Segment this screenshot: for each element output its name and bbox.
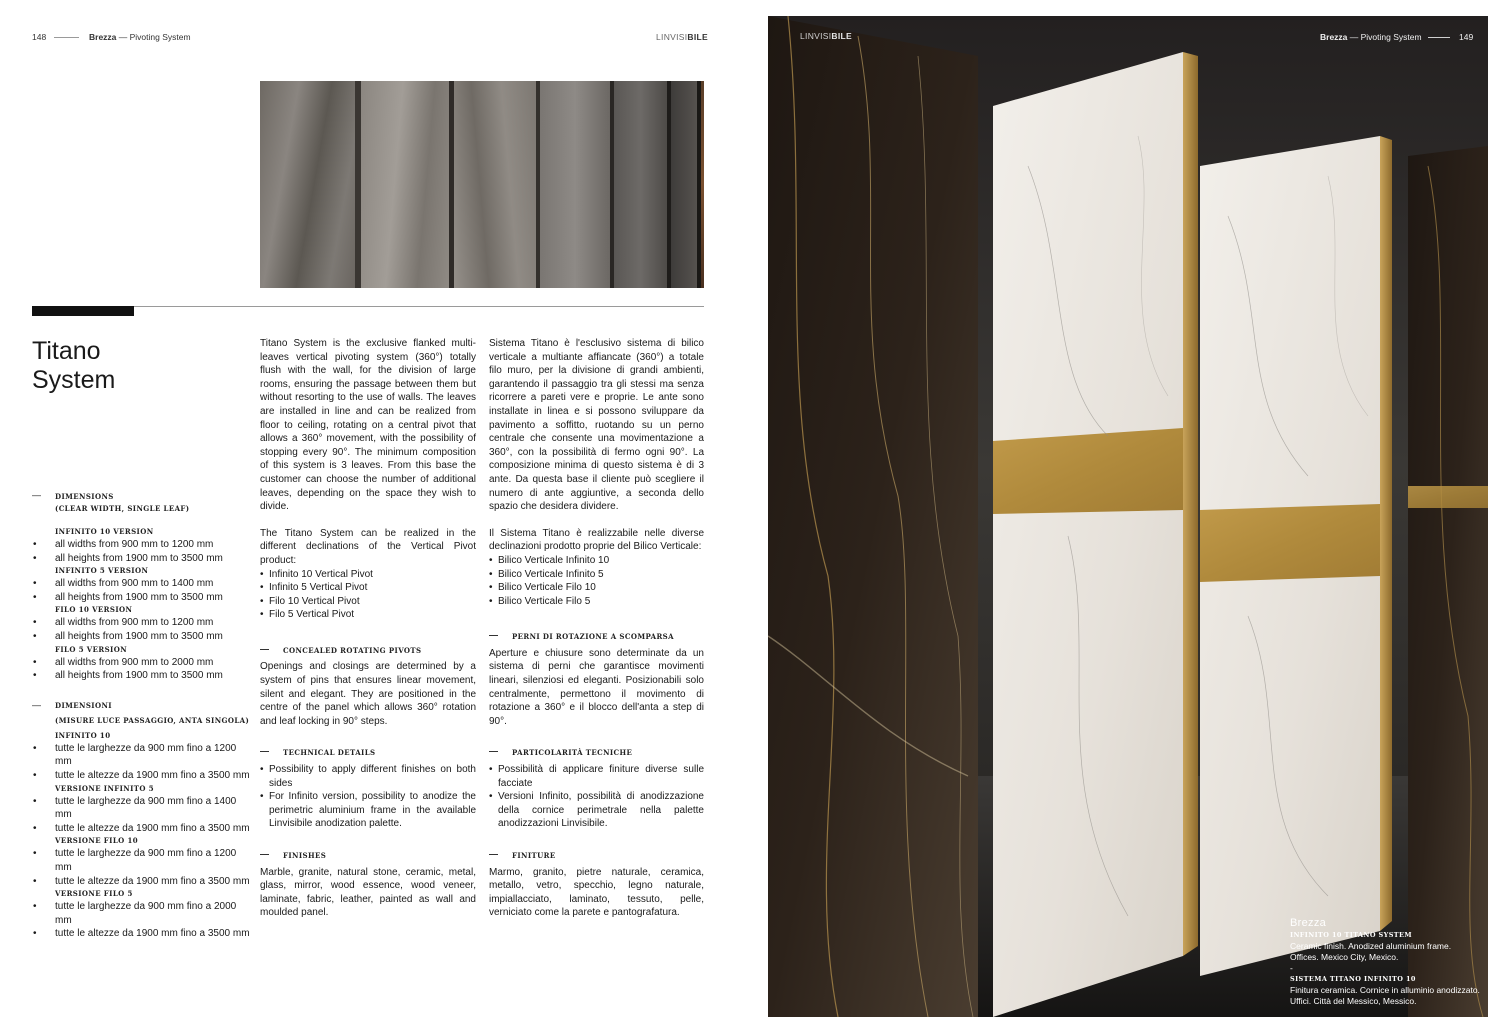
- declination-item: • Infinito 10 Vertical Pivot: [260, 568, 476, 582]
- pivots-heading-it: [489, 630, 704, 644]
- dimensions-heading-it: [32, 700, 252, 727]
- declination-item: • Bilico Verticale Filo 10: [489, 581, 704, 595]
- brand-logo-right: [800, 31, 852, 41]
- dimensions-heading-en-line2: (CLEAR WIDTH, SINGLE LEAF): [55, 504, 190, 513]
- dimension-list: [32, 742, 252, 783]
- dimensions-heading-it-line2: (MISURE LUCE PASSAGGIO, ANTA SINGOLA): [55, 715, 250, 725]
- italian-column: [489, 337, 704, 920]
- dimension-item: • all widths from 900 mm to 1400 mm: [32, 577, 252, 591]
- caption-separator: -: [1290, 963, 1293, 973]
- dash: —: [489, 630, 499, 641]
- dimension-version-heading: VERSIONE FILO 5: [55, 889, 133, 899]
- dimensions-list-en: [32, 526, 252, 683]
- caption-en-heading: INFINITO 10 TITANO SYSTEM: [1290, 931, 1412, 939]
- technical-heading-it-text: PARTICOLARITÀ TECNICHE: [512, 748, 633, 758]
- dimensions-heading-en: [32, 490, 252, 515]
- caption-it-text: Finitura ceramica. Cornice in alluminio anodizzato. Uffici. Città del Messico, Messico.: [1290, 985, 1480, 1006]
- dimension-list: [32, 795, 252, 836]
- technical-heading-it: [489, 746, 704, 760]
- dash: —: [489, 849, 499, 859]
- dimension-version-heading: INFINITO 10: [55, 730, 111, 740]
- dimension-list: [32, 616, 252, 643]
- finishes-text-en: Marble, granite, natural stone, ceramic, metal, glass, mirror, wood essence, wood veneer, laminate, fabric, leather, painted as wall and moulded panel.: [260, 866, 476, 919]
- declination-item: • Bilico Verticale Filo 5: [489, 595, 704, 609]
- declinations-list-en: [260, 568, 476, 622]
- dimension-item: • tutte le larghezze da 900 mm fino a 1200 mm: [32, 742, 252, 769]
- dimensions-heading-it-line1: DIMENSIONI: [55, 700, 112, 710]
- dimension-item: • tutte le altezze da 1900 mm fino a 3500 mm: [32, 927, 252, 941]
- photo-caption: [1290, 917, 1480, 1007]
- header-title-left: [89, 32, 191, 42]
- pivots-text-en: Openings and closings are determined by a system of pins that ensures linear movement, silent and elegant. They are positioned in the centre of the panel which allows 360° rotation and leaf locking in 90° steps.: [260, 661, 476, 727]
- dimension-item: • all heights from 1900 mm to 3500 mm: [32, 630, 252, 644]
- dimension-item: • all widths from 900 mm to 1200 mm: [32, 538, 252, 552]
- finishes-text-it: Marmo, granito, pietre naturale, ceramica, metallo, vetro, specchio, legno naturale, impiallacciato, laminato, tessuto, pelle, verniciato come la parete e pantografatura.: [489, 866, 704, 919]
- header-title-rest: — Pivoting System: [116, 32, 191, 42]
- pivots-heading-en: [260, 644, 476, 658]
- dimensions-column: [32, 490, 252, 941]
- dimension-list: [32, 847, 252, 888]
- technical-item: • Versioni Infinito, possibilità di anodizzazione della cornice perimetrale nella palette anodizzazioni Linvisibile.: [489, 790, 704, 831]
- section-title-line2: System: [32, 366, 116, 394]
- declinations-intro-it: Il Sistema Titano è realizzabile nelle diverse declinazioni prodotto proprie del Bilico Verticale:: [489, 527, 704, 553]
- dimension-list: [32, 577, 252, 604]
- header-rule-left: [54, 37, 79, 38]
- dash: —: [260, 746, 270, 757]
- header-title-right-bold: Brezza: [1320, 32, 1348, 42]
- section-title-line1: Titano: [32, 337, 101, 365]
- dimension-item: • tutte le altezze da 1900 mm fino a 3500 mm: [32, 769, 252, 783]
- dimension-version-heading: FILO 10 VERSION: [55, 605, 133, 615]
- finishes-heading-it-text: FINITURE: [512, 851, 556, 860]
- caption-it-heading: SISTEMA TITANO INFINITO 10: [1290, 975, 1416, 983]
- finishes-heading-en-text: FINISHES: [283, 851, 327, 860]
- brand-logo-left: [656, 32, 708, 42]
- header-rule-right: [1428, 37, 1450, 38]
- technical-heading-en-text: TECHNICAL DETAILS: [283, 748, 376, 758]
- finishes-heading-en: [260, 849, 476, 863]
- header-title-bold: Brezza: [89, 32, 117, 42]
- dimension-version-heading: FILO 5 VERSION: [55, 644, 128, 654]
- dimension-item: • tutte le larghezze da 900 mm fino a 1400 mm: [32, 795, 252, 822]
- technical-list-en: [260, 763, 476, 831]
- finishes-heading-it: [489, 849, 704, 863]
- dimension-version-heading: VERSIONE FILO 10: [55, 836, 139, 846]
- header-title-right-rest: — Pivoting System: [1347, 32, 1422, 42]
- intro-en: Titano System is the exclusive flanked multi-leaves vertical pivoting system (360°) totally flush with the wall, for the division of large rooms, ensuring the passage between them but without resorting to the use of walls. The leaves are installed in line and can be realized from floor to ceiling, rotating on a central pivot that allows a 360° movement, with the possibility of stopping every 90°. The minimum composition of this system is 3 leaves. From this base the customer can choose the number of additional leaves, depending on the space they wish to divide.: [260, 338, 476, 513]
- dimension-version-heading: INFINITO 10 VERSION: [55, 527, 154, 536]
- pivots-heading-it-text: PERNI DI ROTAZIONE A SCOMPARSA: [512, 632, 674, 642]
- dimension-version-heading: VERSIONE INFINITO 5: [55, 783, 154, 793]
- pivots-heading-en-text: CONCEALED ROTATING PIVOTS: [283, 645, 422, 655]
- dimension-item: • tutte le altezze da 1900 mm fino a 3500 mm: [32, 875, 252, 889]
- pivots-text-it: Aperture e chiusure sono determinate da un sistema di perni che garantisce movimenti lineari, silenziosi ed eleganti. Posizionabili solo centralmente, permettono il movimento di rotazione a 360° e il blocco dell'anta a step di 90°.: [489, 647, 704, 727]
- section-title: [32, 337, 115, 395]
- page-number-left: 148: [32, 32, 47, 42]
- product-photo-illustration: [768, 16, 1488, 1017]
- caption-name: Brezza: [1290, 917, 1327, 929]
- technical-item: • Possibilità di applicare finiture diverse sulle facciate: [489, 763, 704, 790]
- dimension-item: • all heights from 1900 mm to 3500 mm: [32, 591, 252, 605]
- intro-it: Sistema Titano è l'esclusivo sistema di bilico verticale a multiante affiancate (360°) a totale filo muro, per la divisione di grandi ambienti, garantendo il passaggio tra gli stessi ma senza ricorrere a pareti vere e proprie. Le ante sono installate in linea e si possono sviluppare da pavimento a soffitto, ruotando su un perno centrale che consente una movimentazione a 360°, con la possibilità di fermo ogni 90°. La composizione minima di questo sistema è di 3 ante. Da questa base il cliente può scegliere il numero di ante aggiuntive, a seconda dello spazio che desidera dividere.: [489, 338, 704, 513]
- product-photo: [768, 16, 1488, 1017]
- brand-thin: LINVISI: [656, 32, 688, 42]
- technical-item: • Possibility to apply different finishes on both sides: [260, 763, 476, 790]
- english-column: [260, 337, 476, 920]
- dimension-version-heading: INFINITO 5 VERSION: [55, 566, 149, 576]
- material-samples-image: [260, 81, 704, 288]
- declination-item: • Filo 10 Vertical Pivot: [260, 595, 476, 609]
- dimension-list: [32, 538, 252, 565]
- dash: —: [260, 849, 270, 859]
- dimension-item: • all widths from 900 mm to 2000 mm: [32, 656, 252, 670]
- dimension-item: • all heights from 1900 mm to 3500 mm: [32, 552, 252, 566]
- declination-item: • Filo 5 Vertical Pivot: [260, 608, 476, 622]
- dimension-item: • all widths from 900 mm to 1200 mm: [32, 616, 252, 630]
- technical-list-it: [489, 763, 704, 831]
- declination-item: • Bilico Verticale Infinito 10: [489, 554, 704, 568]
- dimension-list: [32, 656, 252, 683]
- dimension-list: [32, 900, 252, 941]
- brand-thin-right: LINVISI: [800, 31, 832, 41]
- dimension-item: • all heights from 1900 mm to 3500 mm: [32, 669, 252, 683]
- technical-item: • For Infinito version, possibility to anodize the perimetric aluminium frame in the available Linvisibile anodization palette.: [260, 790, 476, 831]
- section-marker-bar: [32, 306, 134, 316]
- page-number-right: 149: [1459, 32, 1474, 42]
- dimension-item: • tutte le larghezze da 900 mm fino a 1200 mm: [32, 847, 252, 874]
- dash: —: [32, 490, 41, 500]
- dash: —: [489, 746, 499, 757]
- caption-en-text: Ceramic finish. Anodized aluminium frame. Offices. Mexico City, Mexico.: [1290, 941, 1452, 962]
- brand-bold-right: BILE: [831, 31, 852, 41]
- declination-item: • Infinito 5 Vertical Pivot: [260, 581, 476, 595]
- dash: —: [32, 699, 41, 710]
- dimensions-heading-en-line1: DIMENSIONS: [55, 492, 114, 501]
- dimension-item: • tutte le larghezze da 900 mm fino a 2000 mm: [32, 900, 252, 927]
- brand-bold: BILE: [687, 32, 708, 42]
- declination-item: • Bilico Verticale Infinito 5: [489, 568, 704, 582]
- dimension-item: • tutte le altezze da 1900 mm fino a 3500 mm: [32, 822, 252, 836]
- header-title-right: [1320, 32, 1422, 42]
- declinations-intro-en: The Titano System can be realized in the different declinations of the Vertical Pivot product:: [260, 527, 476, 566]
- dimensions-list-it: [32, 730, 252, 941]
- technical-heading-en: [260, 746, 476, 760]
- dash: —: [260, 643, 270, 654]
- declinations-list-it: [489, 554, 704, 608]
